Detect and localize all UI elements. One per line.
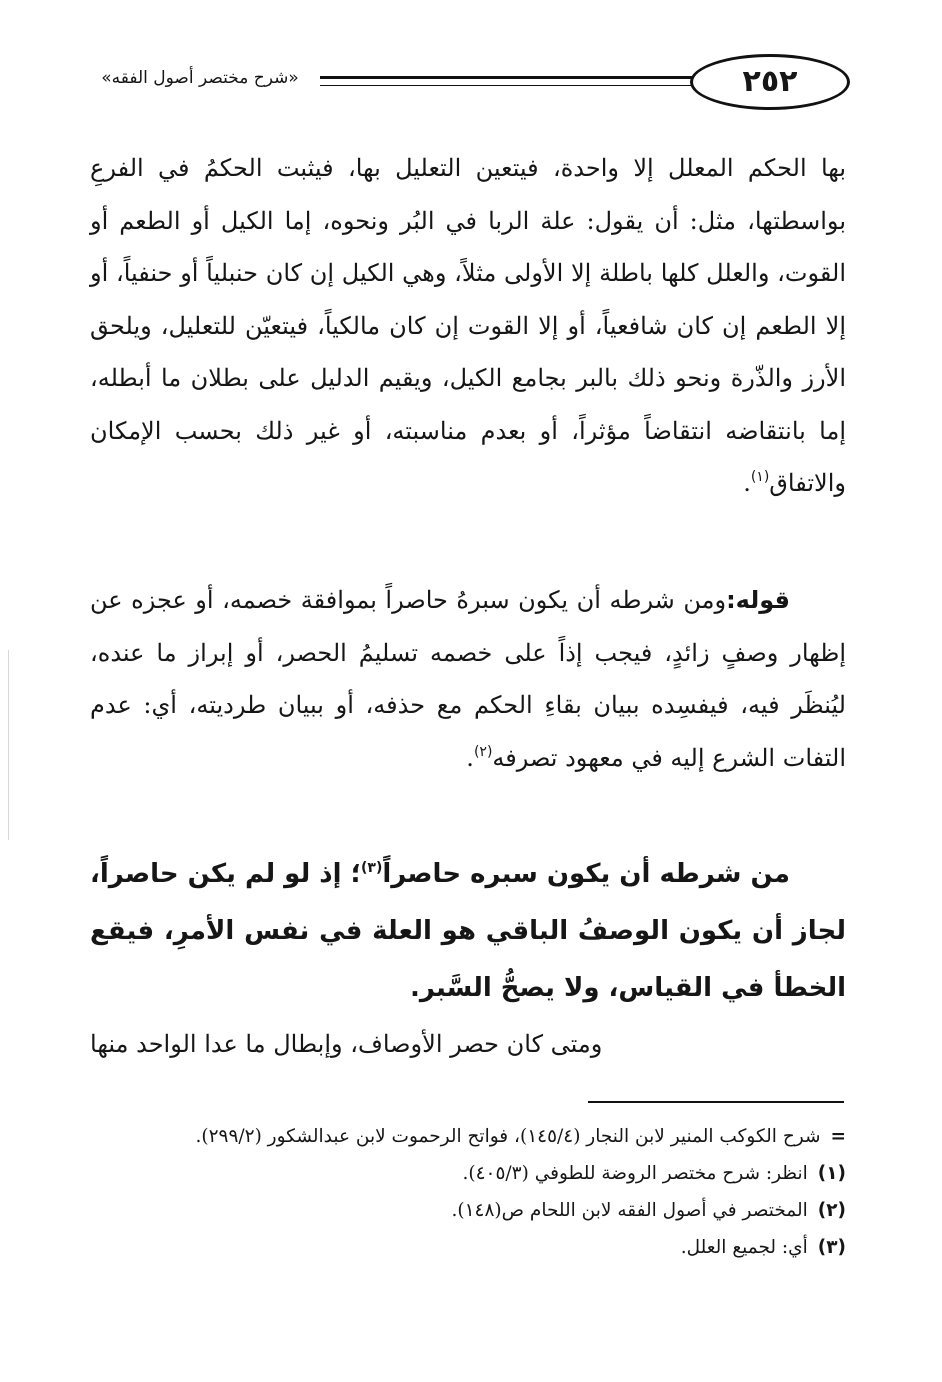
- paragraph-end-mark: .: [466, 743, 474, 772]
- paragraph-text: ومن شرطه أن يكون سبرهُ حاصراً بموافقة خصمه، أو عجزه عن إظهار وصفٍ زائدٍ، فيجب إذاً على خصمه تسليمُ الحصر، أو إبراز ما عنده، ليُنظَر فيه، فيفسِده ببيان بقاءِ الحكم مع حذفه، أو ببيان طرديته، أي: عدم التفات الشرع إليه في معهود تصرفه: [90, 586, 846, 772]
- paragraph-matn-bold: [90, 846, 846, 1017]
- paragraph-continued: [90, 142, 846, 510]
- footnote-marker: (٢): [817, 1200, 846, 1221]
- footnote-separator: [588, 1101, 844, 1103]
- running-book-title: «شرح مختصر أصول الفقه»: [101, 68, 299, 88]
- footnote-3: [90, 1229, 846, 1266]
- footnote-reference-2[interactable]: (٢): [473, 743, 493, 760]
- footnotes-section: [90, 1118, 846, 1266]
- footnote-text: أي: لجميع العلل.: [680, 1237, 808, 1258]
- footnote-text: شرح الكوكب المنير لابن النجار (١٤٥/٤)، فواتح الرحموت لابن عبدالشكور (٢٩٩/٢).: [195, 1126, 821, 1147]
- bold-text-after-ref: ؛ إذ لو لم يكن حاصراً، لجاز أن يكون الوصفُ الباقي هو العلة في نفس الأمرِ، فيقع الخطأ في القياس، ولا يصحُّ السَّبر.: [89, 859, 846, 1003]
- footnote-text: انظر: شرح مختصر الروضة للطوفي (٤٠٥/٣).: [462, 1163, 808, 1184]
- paragraph-text: بها الحكم المعلل إلا واحدة، فيتعين التعليل بها، فيثبت الحكمُ في الفرعِ بواسطتها، مثل: أن يقول: علة الربا في البُر ونحوه، إما الكيل أو الطعم أو القوت، والعلل كلها باطلة إلا الأولى مثلاً، وهي الكيل إن كان حنبلياً أو حنفياً، أو إلا الطعم إن كان شافعياً، أو إلا القوت إن كان مالكياً، فيتعيّن للتعليل، ويلحق الأرز والذّرة ونحو ذلك بالبر بجامع الكيل، ويقيم الدليل على بطلان ما أبطله، إما بانتقاضه انتقاضاً مؤثراً، أو بعدم مناسبته، أو غير ذلك بحسب الإمكان والاتفاق: [90, 154, 846, 497]
- footnote-reference-1[interactable]: (١): [750, 469, 770, 485]
- footnote-marker: (١): [817, 1163, 846, 1184]
- footnote-reference-3[interactable]: (٣): [360, 860, 383, 876]
- paragraph-quote-commentary: [90, 574, 846, 784]
- scan-margin-mark: [8, 650, 9, 840]
- paragraph-text: ومتى كان حصر الأوصاف، وإبطال ما عدا الواحد منها: [90, 1030, 603, 1058]
- quote-lead-word: قوله:: [726, 586, 790, 614]
- page-number: ٢٥٢: [742, 64, 798, 99]
- footnote-marker: =: [830, 1126, 846, 1147]
- paragraph-end-mark: .: [743, 469, 751, 497]
- footnote-marker: (٣): [817, 1237, 846, 1258]
- bold-text-before-ref: من شرطه أن يكون سبره حاصراً: [382, 859, 790, 889]
- header-double-rule: [320, 76, 700, 86]
- footnote-2: [90, 1192, 846, 1229]
- footnote-continued: [90, 1118, 846, 1155]
- page-number-oval: [690, 54, 850, 110]
- footnote-1: [90, 1155, 846, 1192]
- paragraph-continuing: [90, 1018, 846, 1071]
- footnote-text: المختصر في أصول الفقه لابن اللحام ص(١٤٨).: [451, 1200, 808, 1221]
- page-header: [90, 54, 850, 114]
